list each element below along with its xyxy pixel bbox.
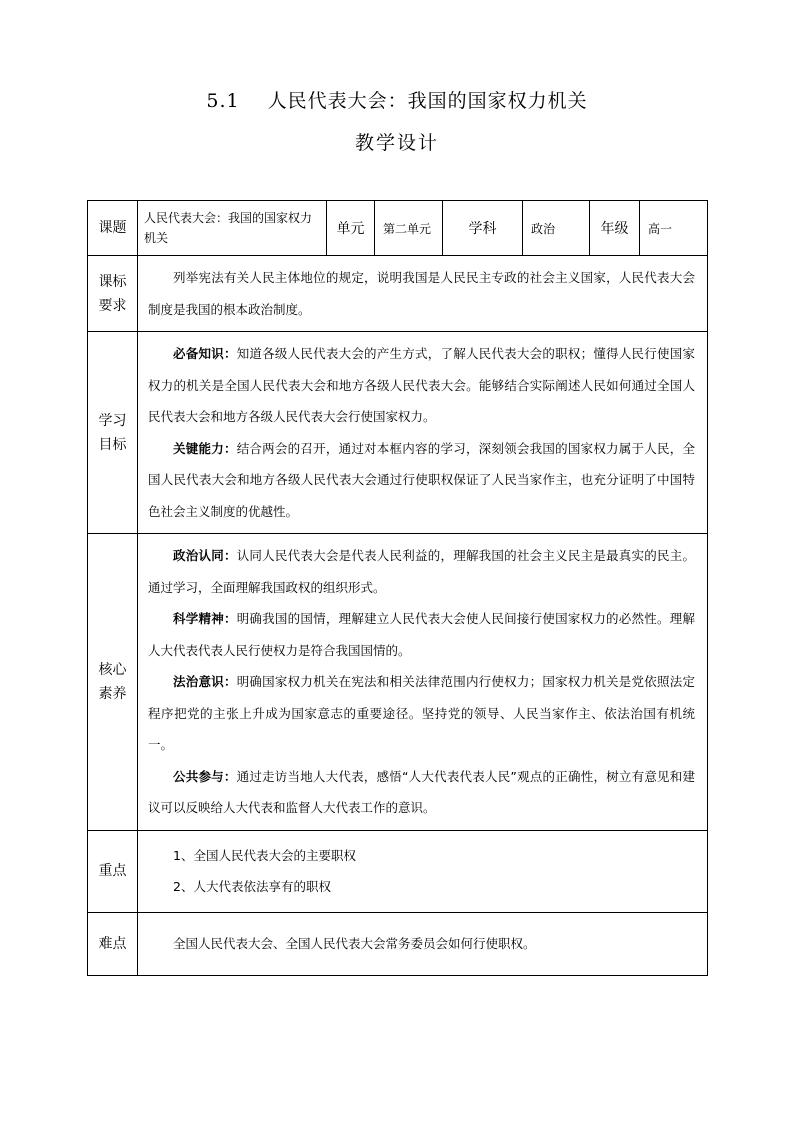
document-subtitle: 教学设计 xyxy=(354,132,439,154)
difficulties-label: 难点 xyxy=(88,912,138,975)
literacy-paragraph: 公共参与：通过走访当地人大代表，感悟“人大代表代表人民”观点的正确性，树立有意见和建议可以反映给人大代表和监督人大代表工作的意识。 xyxy=(148,768,695,815)
unit-value: 第二单元 xyxy=(375,201,443,256)
grade-value: 高一 xyxy=(640,201,708,256)
key-point-item: 2、人大代表依法享有的职权 xyxy=(173,879,331,894)
key-point-item: 1、全国人民代表大会的主要职权 xyxy=(173,848,356,863)
lesson-plan-table xyxy=(87,200,708,976)
key-points-row xyxy=(88,830,708,912)
subject-label: 学科 xyxy=(443,201,523,256)
title-text: 人民代表大会：我国的国家权力机关 xyxy=(267,90,588,112)
section-number: 5.1 xyxy=(206,90,240,112)
subject-value: 政治 xyxy=(523,201,590,256)
curriculum-text: 列举宪法有关人民主体地位的规定，说明我国是人民民主专政的社会主义国家，人民代表大会制度是我国的根本政治制度。 xyxy=(138,256,708,332)
key-points-label: 重点 xyxy=(88,830,138,912)
key-points-content xyxy=(138,830,708,912)
objectives-row xyxy=(88,332,708,534)
objectives-content xyxy=(138,332,708,534)
literacy-paragraph: 法治意识：明确国家权力机关在宪法和相关法律范围内行使权力；国家权力机关是党依照法定程序把党的主张上升成为国家意志的重要途径。坚持党的领导、人民当家作主、依法治国有机统一。 xyxy=(148,674,695,752)
difficulties-content: 全国人民代表大会、全国人民代表大会常务委员会如何行使职权。 xyxy=(138,912,708,975)
difficulties-row xyxy=(88,912,708,975)
objectives-label: 学习 目标 xyxy=(88,332,138,534)
objective-paragraph: 必备知识：知道各级人民代表大会的产生方式，了解人民代表大会的职权；懂得人民行使国家权力的机关是全国人民代表大会和地方各级人民代表大会。能够结合实际阐述人民如何通过全国人民代表大会和地方各级人民代表大会行使国家权力。 xyxy=(148,346,695,424)
unit-label: 单元 xyxy=(327,201,375,256)
literacy-label: 核心 素养 xyxy=(88,534,138,831)
literacy-content xyxy=(138,534,708,831)
objective-paragraph: 关键能力：结合两会的召开，通过对本框内容的学习，深刻领会我国的国家权力属于人民，全国人民代表大会和地方各级人民代表大会通过行使职权保证了人民当家作主，也充分证明了中国特色社会主义制度的优越性。 xyxy=(148,440,695,519)
topic-value: 人民代表大会：我国的国家权力机关 xyxy=(138,201,327,256)
curriculum-row xyxy=(88,256,708,332)
literacy-paragraph: 科学精神：明确我国的国情，理解建立人民代表大会使人民间接行使国家权力的必然性。理解人大代表代表人民行使权力是符合我国国情的。 xyxy=(148,611,695,658)
grade-label: 年级 xyxy=(590,201,640,256)
document-title xyxy=(0,86,794,113)
header-row xyxy=(88,201,708,256)
literacy-row xyxy=(88,534,708,831)
literacy-paragraph: 政治认同：认同人民代表大会是代表人民利益的，理解我国的社会主义民主是最真实的民主。通过学习，全面理解我国政权的组织形式。 xyxy=(148,548,695,595)
curriculum-label: 课标 要求 xyxy=(88,256,138,332)
topic-label: 课题 xyxy=(88,201,138,256)
